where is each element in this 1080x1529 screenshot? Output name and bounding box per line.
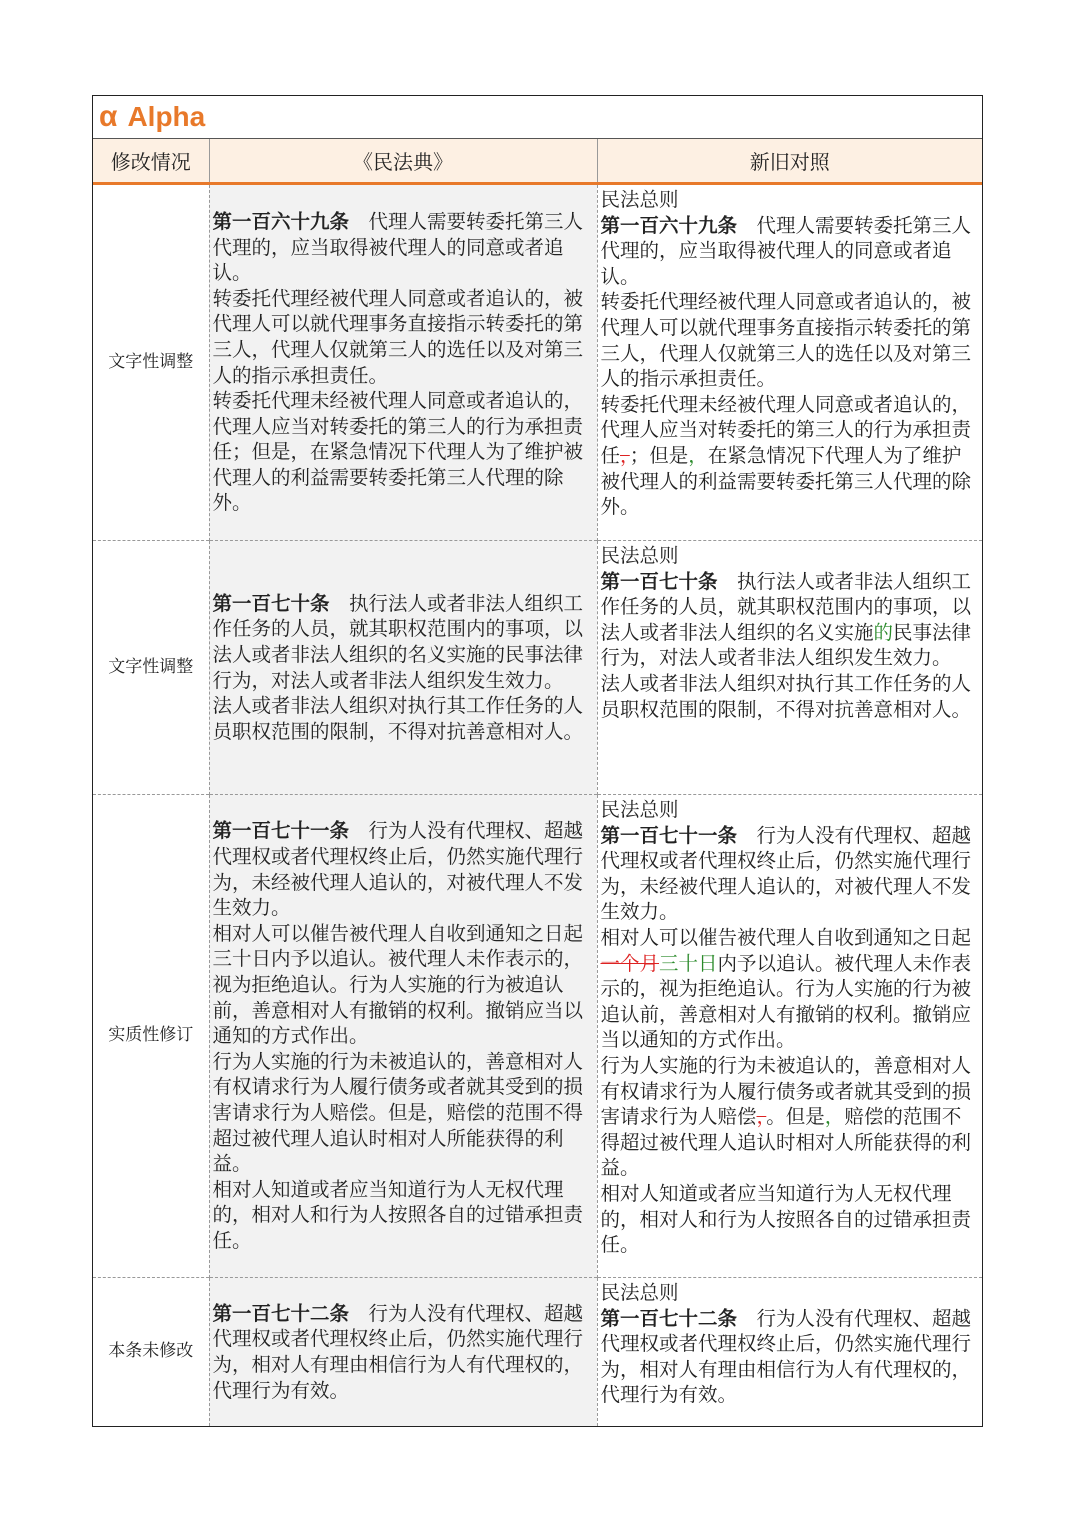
article-number: 第一百七十二条 xyxy=(212,1301,350,1325)
text-segment: 行为人没有代理权、超越代理权或者代理权终止后，仍然实施代理行为，未经被代理人追认的，对被代理人不发生效力。 xyxy=(212,819,584,920)
alpha-logo-icon: α xyxy=(99,100,118,133)
text-segment: 相对人知道或者应当知道行为人无权代理的，相对人和行为人按照各自的过错承担责任。 xyxy=(212,1177,584,1252)
text-segment: 转委托代理未经被代理人同意或者追认的，代理人应当对转委托的第三人的行为承担责任 xyxy=(600,392,972,467)
inserted-text: 的 xyxy=(873,620,894,644)
paragraph xyxy=(213,1049,594,1177)
paragraph xyxy=(601,1280,980,1306)
text-segment: 代理人需要转委托第三人代理的，应当取得被代理人的同意或者追认。 xyxy=(212,209,584,285)
article-number: 第一百六十九条 xyxy=(212,209,350,233)
revision-status: 实质性修订 xyxy=(93,795,209,1278)
text-segment: ；但是 xyxy=(629,443,689,467)
table-row xyxy=(93,1278,982,1427)
text-segment: 民法总则 xyxy=(600,798,679,821)
article-number: 第一百七十二条 xyxy=(600,1306,738,1330)
paragraph xyxy=(213,818,594,920)
paragraph xyxy=(601,925,980,1053)
paragraph xyxy=(601,289,980,391)
comparison-document xyxy=(92,95,983,1427)
text-segment: 民法总则 xyxy=(600,544,679,567)
deleted-text: 一个月 xyxy=(600,951,660,975)
header-old-new: 新旧对照 xyxy=(597,139,982,184)
text-segment: 在紧急情况下代理人为了维护被代理人的利益需要转委托第三人代理的除外。 xyxy=(600,443,972,519)
paragraph xyxy=(601,187,980,213)
paragraph xyxy=(213,693,594,744)
text-segment: 民事法律行为，对法人或者非法人组织发生效力。 xyxy=(600,620,972,670)
paragraph xyxy=(213,388,594,516)
text-segment: 行为人实施的行为未被追认的，善意相对人有权请求行为人履行债务或者就其受到的损害请求行为人赔偿。但是，赔偿的范围不得超过被代理人追认时相对人所能获得的利益。 xyxy=(212,1049,584,1176)
paragraph xyxy=(213,209,594,286)
article-number: 第一百七十一条 xyxy=(600,823,738,847)
paragraph xyxy=(601,569,980,671)
logo xyxy=(93,96,982,139)
text-segment: 相对人可以催告被代理人自收到通知之日起三十日内予以追认。被代理人未作表示的，视为拒绝追认。行为人实施的行为被追认前，善意相对人有撤销的权利。撤销应当以通知的方式作出。 xyxy=(212,921,584,1048)
civil-code-text xyxy=(209,1278,597,1427)
article-number: 第一百七十条 xyxy=(212,591,330,615)
text-segment: 行为人没有代理权、超越代理权或者代理权终止后，仍然实施代理行为，未经被代理人追认的，对被代理人不发生效力。 xyxy=(600,823,972,924)
text-segment: 转委托代理经被代理人同意或者追认的，被代理人可以就代理事务直接指示转委托的第三人，代理人仅就第三人的选任以及对第三人的指示承担责任。 xyxy=(600,290,972,391)
paragraph xyxy=(213,286,594,388)
table-row xyxy=(93,795,982,1278)
paragraph xyxy=(213,1301,594,1403)
logo-text: Alpha xyxy=(127,101,206,132)
paragraph xyxy=(601,213,980,290)
paragraph xyxy=(601,797,980,823)
article-number: 第一百六十九条 xyxy=(600,213,738,237)
article-number: 第一百七十条 xyxy=(600,569,718,593)
old-new-comparison-text xyxy=(597,795,982,1278)
revision-status: 本条未修改 xyxy=(93,1278,209,1427)
text-segment: 内予以追认。被代理人未作表示的，视为拒绝追认。行为人实施的行为被追认前，善意相对人有撤销的权利。撤销应当以通知的方式作出。 xyxy=(600,951,972,1052)
old-new-comparison-text xyxy=(597,541,982,795)
deleted-text: ， xyxy=(756,1105,767,1129)
header-status: 修改情况 xyxy=(93,139,209,184)
text-segment: 相对人可以催告被代理人自收到通知之日起 xyxy=(600,925,972,949)
text-segment: 法人或者非法人组织对执行其工作任务的人员职权范围的限制，不得对抗善意相对人。 xyxy=(212,694,584,743)
old-new-comparison-text xyxy=(597,184,982,541)
revision-status: 文字性调整 xyxy=(93,541,209,795)
old-new-comparison-text xyxy=(597,1278,982,1427)
paragraph xyxy=(601,1053,980,1181)
text-segment: 执行法人或者非法人组织工作任务的人员，就其职权范围内的事项，以法人或者非法人组织的名义实施 xyxy=(600,569,972,644)
paragraph xyxy=(213,921,594,1049)
paragraph xyxy=(601,1306,980,1408)
revision-status: 文字性调整 xyxy=(93,184,209,541)
text-segment: 行为人实施的行为未被追认的，善意相对人有权请求行为人履行债务或者就其受到的损害请求行为人赔偿 xyxy=(600,1053,972,1129)
inserted-text: 三十日 xyxy=(659,951,718,975)
paragraph xyxy=(213,591,594,693)
paragraph xyxy=(601,671,980,722)
text-segment: 相对人知道或者应当知道行为人无权代理的，相对人和行为人按照各自的过错承担责任。 xyxy=(600,1181,972,1257)
comparison-table xyxy=(93,139,982,1426)
paragraph xyxy=(601,543,980,569)
paragraph xyxy=(601,823,980,925)
text-segment: 法人或者非法人组织对执行其工作任务的人员职权范围的限制，不得对抗善意相对人。 xyxy=(600,671,972,721)
header-row xyxy=(93,139,982,184)
inserted-text: ， xyxy=(688,443,708,467)
text-segment: 民法总则 xyxy=(600,1281,679,1304)
text-segment: 。但是 xyxy=(766,1105,825,1129)
table-row xyxy=(93,541,982,795)
table-row xyxy=(93,184,982,541)
text-segment: 代理人需要转委托第三人代理的，应当取得被代理人的同意或者追认。 xyxy=(600,213,972,288)
text-segment: 民法总则 xyxy=(600,188,679,211)
article-number: 第一百七十一条 xyxy=(212,819,350,843)
text-segment: 转委托代理未经被代理人同意或者追认的，代理人应当对转委托的第三人的行为承担责任；但是，在紧急情况下代理人为了维护被代理人的利益需要转委托第三人代理的除外。 xyxy=(212,389,584,515)
inserted-text: ， xyxy=(824,1105,845,1129)
paragraph xyxy=(601,392,980,520)
paragraph xyxy=(601,1181,980,1258)
civil-code-text xyxy=(209,795,597,1278)
text-segment: 行为人没有代理权、超越代理权或者代理权终止后，仍然实施代理行为，相对人有理由相信行为人有代理权的，代理行为有效。 xyxy=(212,1301,584,1402)
header-civil-code: 《民法典》 xyxy=(209,139,597,184)
text-segment: 转委托代理经被代理人同意或者追认的，被代理人可以就代理事务直接指示转委托的第三人，代理人仅就第三人的选任以及对第三人的指示承担责任。 xyxy=(212,286,584,387)
text-segment: 赔偿的范围不得超过被代理人追认时相对人所能获得的利益。 xyxy=(600,1105,972,1180)
paragraph xyxy=(213,1177,594,1254)
text-segment: 执行法人或者非法人组织工作任务的人员，就其职权范围内的事项，以法人或者非法人组织的名义实施的民事法律行为，对法人或者非法人组织发生效力。 xyxy=(212,591,584,692)
deleted-text: ， xyxy=(620,443,630,467)
civil-code-text xyxy=(209,541,597,795)
text-segment: 行为人没有代理权、超越代理权或者代理权终止后，仍然实施代理行为，相对人有理由相信行为人有代理权的，代理行为有效。 xyxy=(600,1306,972,1407)
civil-code-text xyxy=(209,184,597,541)
